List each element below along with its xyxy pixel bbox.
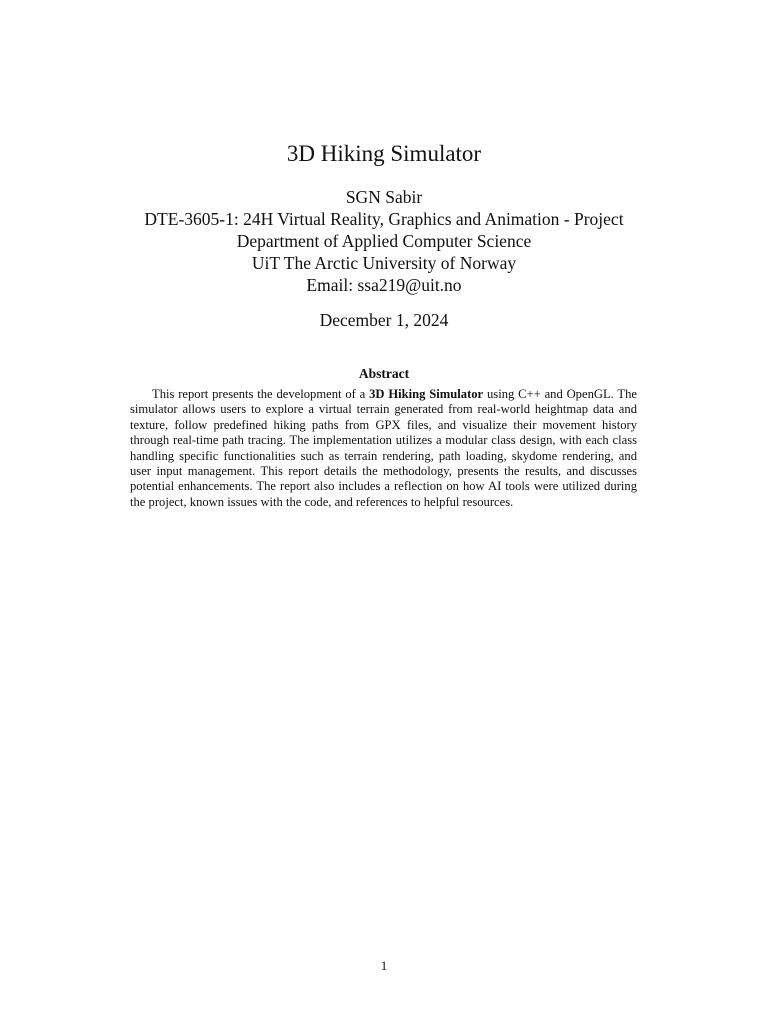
- abstract-text: using C++ and OpenGL. The simulator allows users to explore a virtual terrain generated from real-world heightmap data and texture, follow predefined hiking paths from GPX files, and visualize their movement history through real-time path tracing. The implementation utilizes a modular class design, with each class handling specific functionalities such as terrain rendering, path loading, skydome rendering, and user input management. This report details the methodology, presents the results, and discusses potential enhancements. The report also includes a reflection on how AI tools were utilized during the project, known issues with the code, and references to helpful resources.: [130, 387, 637, 509]
- paper-title: 3D Hiking Simulator: [286, 141, 482, 166]
- paper-date: December 1, 2024: [319, 310, 449, 330]
- department-line: Department of Applied Computer Science: [236, 231, 532, 251]
- course-line: DTE-3605-1: 24H Virtual Reality, Graphics and Animation - Project: [144, 209, 624, 229]
- abstract-intro: This report presents the development of a: [152, 387, 370, 401]
- abstract-body: [130, 387, 637, 510]
- author-name: SGN Sabir: [345, 187, 423, 207]
- email-line: Email: ssa219@uit.no: [306, 275, 462, 295]
- university-line: UiT The Arctic University of Norway: [251, 253, 517, 273]
- page-number: 1: [380, 958, 388, 973]
- abstract-highlight: 3D Hiking Simulator: [369, 387, 484, 401]
- abstract-heading: Abstract: [358, 366, 410, 381]
